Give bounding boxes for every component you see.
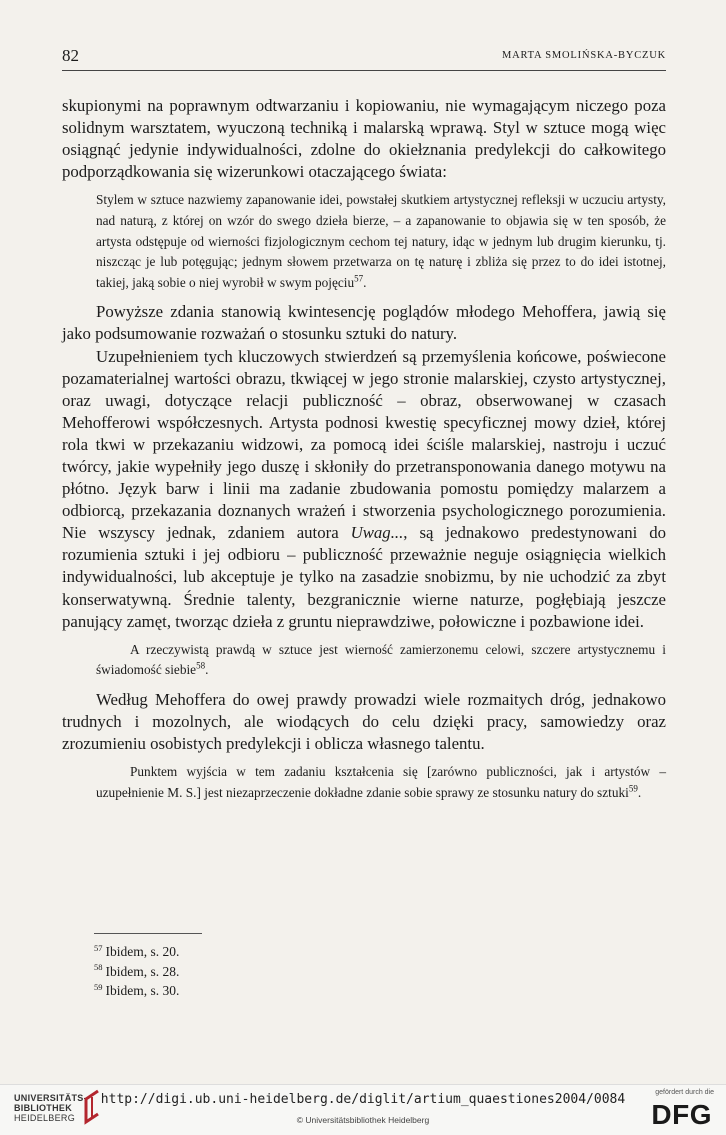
quote-text: Punktem wyjścia w tem zadaniu kształcenia się [zarówno publiczności, jak i artystów – uzupełnienie M. S.] jest niezaprzeczenie dokładne zdanie sobie sprawy ze stosunku natury do sztuki [96, 764, 666, 800]
paragraph-text: Uzupełnieniem tych kluczowych stwierdzeń są przemyślenia końcowe, poświecone pozamaterialnej wartości obrazu, tkwiącej w jego stronie malarskiej, czysto artystycznej, oraz uwagi, dotyczące relacji publiczność – obraz, obserwowanej w czasach Mehofferowi współczesnych. Artysta podnosi kwestię specyficznej mowy dzieł, której rola tkwi w przekazaniu widzowi, za pomocą idei ściśle malarskiej, nastroju i uczuć twórcy, jakie wypełniły jego duszę i skłoniły do przetransponowania danego motywu na płótno. Język barw i linii ma zadanie zbudowania pomostu pomiędzy malarzem a odbiorcą, przekazania doznanych wrażeń i stworzenia psychologicznego porozumienia. Nie wszyscy jednak, zdaniem autora [62, 346, 666, 543]
footnote [94, 942, 179, 962]
paragraph-text: , są jednakowo predestynowani do rozumienia sztuki i jej odbioru – publiczność przeważnie neguje osiągnięcia wielkich indywidualności, lub akceptuje je tylko na zasadzie snobizmu, by nie uchodzić za zbyt konserwatywną. Średnie talenty, bezgranicznie wierne naturze, pogłębiają jeszcze panujący zamęt, tworząc dzieła z gruntu nieprawdziwe, połowiczne i pozbawione idei. [62, 523, 666, 631]
footnote-number: 59 [94, 981, 103, 992]
paragraph: skupionymi na poprawnym odtwarzaniu i kopiowaniu, nie wymagającym niczego poza solidnym warsztatem, wyuczoną techniką i malarską wprawą. Styl w sztuce mogą więc osiągnąć jedynie indywidualności, zdolne do okiełznania predylekcji do całkowitego podporządkowania się wizerunkowi otaczającego świata: [62, 96, 666, 182]
quote-text: A rzeczywistą prawdą w sztuce jest wierność zamierzonemu celowi, szczere artystycznemu i świadomość siebie [96, 641, 666, 678]
paragraph: Według Mehoffera do owej prawdy prowadzi wiele rozmaitych dróg, jednakowo trudnych i mozolnych, ale wiodących do celu dzięki pracy, samowiedzy oraz zrozumieniu osobistych predylekcji i oblicza własnego talentu. [62, 689, 666, 754]
footnote [94, 962, 179, 982]
footnote-text: Ibidem, s. 28. [105, 963, 180, 979]
footnote-divider [94, 933, 202, 934]
page-number: 82 [62, 46, 79, 65]
footnote-text: Ibidem, s. 30. [105, 983, 180, 998]
footnote-number: 57 [94, 942, 103, 953]
paragraph [62, 346, 666, 633]
block-quote [62, 640, 666, 681]
block-quote [62, 762, 666, 803]
dfg-logo[interactable]: DFG [651, 1099, 712, 1130]
footnotes [94, 942, 179, 1001]
page-header [62, 44, 666, 71]
quote-end: . [637, 784, 642, 800]
footnote-ref[interactable]: 58 [196, 660, 206, 671]
footnote-ref[interactable]: 59 [628, 783, 638, 794]
funding-note: gefördert durch die [655, 1089, 714, 1096]
footnote-text: Ibidem, s. 20. [105, 944, 180, 959]
viewer-footer [0, 1084, 726, 1135]
quote-end: . [205, 662, 209, 678]
quote-end: . [363, 274, 367, 290]
quote-text: Stylem w sztuce nazwiemy zapanowanie idei, powstałej skutkiem artystycznej refleksji w uczuciu artysty, nad naturą, z której on wzór do swego dzieła bierze, – a zapanowanie to objawia się w ten sposób, że artysta odstępuje od wierności fizjologicznym cechom tej natury, idąc w jednym lub drugim kierunku, tj. niszcząc je lub potęgując; jednym słowem przetwarza on tę naturę i zbliża się przez to do idei istotnej, takiej, jaką sobie o niej wyrobił w swym pojęciu [96, 192, 666, 290]
library-name-line: UNIVERSITÄTS- [14, 1093, 87, 1103]
library-name-line: BIBLIOTHEK [14, 1103, 72, 1113]
block-quote [62, 190, 666, 293]
footnote [94, 981, 179, 1001]
permalink-url[interactable]: http://digi.ub.uni-heidelberg.de/diglit/artium_quaestiones2004/0084 [100, 1092, 626, 1107]
library-name-line: HEIDELBERG [14, 1113, 76, 1123]
copyright-notice: © Universitätsbibliothek Heidelberg [296, 1115, 430, 1125]
running-head: MARTA SMOLIŃSKA-BYCZUK [501, 50, 666, 61]
italic-title: Uwag... [350, 523, 404, 543]
footnote-ref[interactable]: 57 [354, 273, 364, 284]
footnote-number: 58 [94, 962, 103, 972]
paragraph: Powyższe zdania stanowią kwintesencję poglądów młodego Mehoffera, jawią się jako podsumowanie rozważań o stosunku sztuki do natury. [62, 302, 666, 344]
page-body [62, 95, 666, 811]
